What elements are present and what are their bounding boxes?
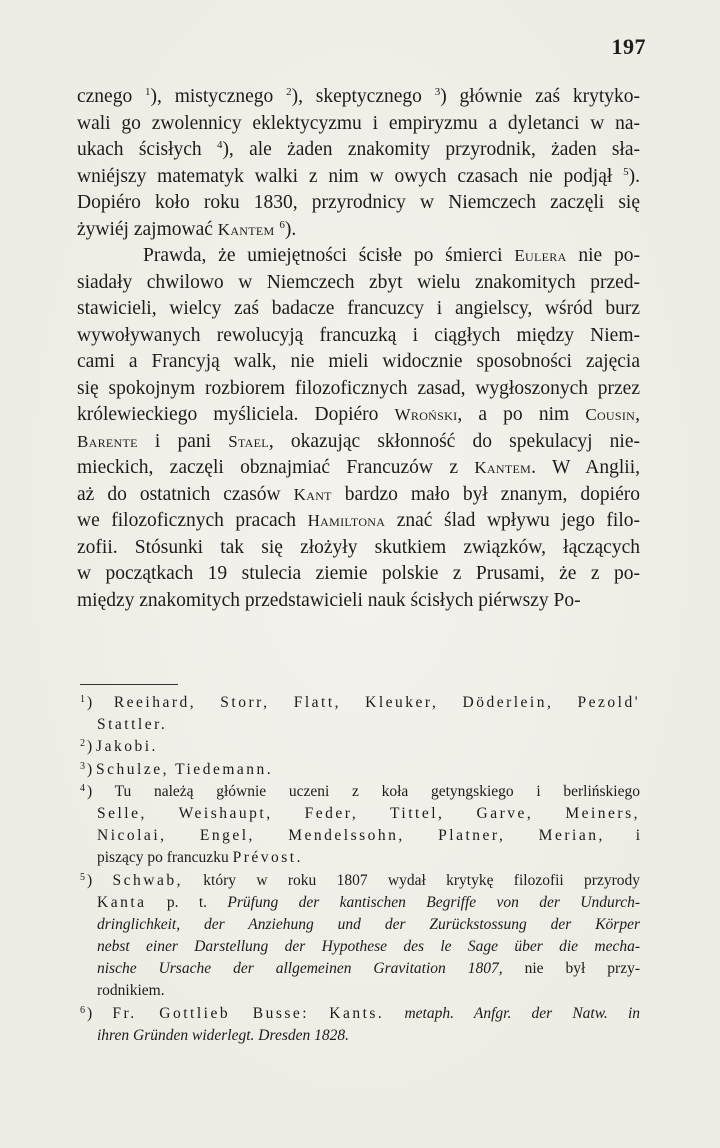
text-line <box>77 402 640 429</box>
text-run <box>384 1005 404 1022</box>
italic-title: ihren Gründen widerlegt. Dresden 1828. <box>97 1026 349 1044</box>
name-small-caps: Kantem <box>217 219 275 239</box>
text-run: Prawda, że umiejętności ścisłe po śmierci <box>143 245 515 266</box>
footnote-marker: 4 <box>80 782 85 794</box>
spaced-name: Jakobi. <box>96 738 158 756</box>
text-run: ) <box>87 760 97 778</box>
footnote-line <box>80 825 640 847</box>
text-run: , <box>635 404 640 425</box>
text-run: ) <box>87 738 97 756</box>
italic-title: nische Ursache der allgemeinen Gravitation 1807, <box>97 960 503 978</box>
footnote-line <box>80 870 640 892</box>
text-run: w początkach 19 stulecia ziemie polskie z Prusami, że z po- <box>77 563 640 584</box>
footnote-line <box>80 803 640 825</box>
text-run: i <box>604 827 641 845</box>
text-run: się spokojnym rozbiorem filozoficznych zasad, wygłoszonych przez <box>77 377 640 399</box>
text-line <box>77 349 640 376</box>
text-run: ). <box>628 165 640 187</box>
text-line <box>77 376 640 403</box>
text-line <box>77 190 640 217</box>
footnote-line <box>80 714 640 736</box>
text-run: wywoływanych rewolucyją francuzką i ciągłych między Niem- <box>77 324 640 346</box>
text-run: , okazując skłonność do spekulacyj nie- <box>268 430 640 452</box>
text-run: ). <box>284 218 297 240</box>
footnote-line <box>80 892 640 914</box>
text-line <box>77 508 640 535</box>
text-run: ), skeptycznego <box>291 86 435 107</box>
spaced-name: Fr. Gottlieb Busse: <box>112 1004 310 1022</box>
footnote-line <box>80 1003 640 1025</box>
footnote-marker: 2 <box>80 738 85 750</box>
footnote-line <box>80 736 640 758</box>
italic-title: Prüfung der kantischen Begriffe von der Undurch- <box>227 893 640 911</box>
spaced-name: Reeihard, Storr, Flatt, Kleuker, Döderlein, Pezold' <box>113 694 640 711</box>
text-line <box>77 137 640 164</box>
text-run: ) głównie zaś krytyko- <box>440 86 640 107</box>
text-run: wniéjszy matematyk walki z nim w owych czasach nie podjął <box>77 165 624 187</box>
text-run: bardzo mało był znanym, dopiéro <box>331 483 640 505</box>
text-line <box>77 588 640 615</box>
text-line <box>77 561 640 588</box>
text-run: piszący po francuzku <box>97 849 233 867</box>
text-run: wali go zwolennicy eklektycyzmu i empiryzmu a dyletanci w na- <box>77 112 640 134</box>
spaced-name: Stattler. <box>97 716 168 734</box>
text-line <box>77 84 640 111</box>
footnote-line <box>80 936 640 958</box>
footnote-marker: 5 <box>80 871 85 883</box>
text-line <box>77 455 640 482</box>
name-small-caps: Kantem <box>474 458 532 477</box>
text-line <box>77 243 640 270</box>
spaced-name: Selle, Weishaupt, Feder, Tittel, Garve, Meiners, <box>97 804 640 822</box>
footnote-line <box>80 958 640 980</box>
text-run: stawicieli, wielcy zaś badacze francuzcy i angielscy, wśród burz <box>77 298 640 319</box>
footnote-line <box>80 781 640 803</box>
name-small-caps: Stael <box>228 431 269 451</box>
footnote-marker: 1 <box>80 694 85 705</box>
footnote-ref: 6 <box>279 218 285 231</box>
text-run: i pani <box>137 430 229 452</box>
text-run: siadały chwilowo w Niemczech zbyt wielu znakomitych przed- <box>77 271 640 293</box>
name-small-caps: Wroński <box>394 405 458 424</box>
footnote-marker: 6 <box>80 1004 85 1016</box>
text-run: nie po- <box>566 245 640 266</box>
text-run <box>309 1005 329 1022</box>
spaced-name: Schulze, Tiedemann. <box>96 760 274 778</box>
text-line <box>77 217 640 244</box>
footnote-separator <box>80 684 178 685</box>
text-line <box>77 164 640 191</box>
footnote-line <box>80 914 640 936</box>
text-run: między znakomitych przedstawicieli nauk ścisłych piérwszy Po- <box>77 589 581 611</box>
footnote-line <box>80 1025 640 1047</box>
text-run: ukach ścisłych <box>77 139 217 160</box>
text-run: Dopiéro koło roku 1830, przyrodnicy w Niemczech zaczęli się <box>77 192 640 213</box>
text-run: rodnikiem. <box>97 982 165 1000</box>
text-line <box>77 270 640 297</box>
italic-title: dringlichkeit, der Anziehung und der Zurückstossung der Körper <box>97 915 640 933</box>
footnotes <box>80 692 640 1047</box>
spaced-name: Schwab, <box>112 871 183 889</box>
name-small-caps: Barente <box>77 431 138 451</box>
footnote-ref: 4 <box>216 139 223 151</box>
text-run: nie był przy- <box>502 960 640 978</box>
text-line <box>77 429 640 456</box>
text-run: ) <box>87 871 113 889</box>
text-line <box>77 323 640 350</box>
name-small-caps: Hamiltona <box>307 511 386 530</box>
text-run: . W Anglii, <box>531 457 640 478</box>
text-run: zofii. Stósunki tak się złożyły skutkiem związków, łączących <box>77 536 640 558</box>
text-run: , a po nim <box>457 404 586 425</box>
name-small-caps: Kant <box>293 484 332 504</box>
text-run: ) <box>87 1004 113 1022</box>
body-text <box>77 84 640 614</box>
name-small-caps: Cousin <box>585 405 636 424</box>
text-run: mieckich, zaczęli obznajmiać Francuzów z <box>77 457 475 478</box>
spaced-name: Nicolai, Engel, Mendelssohn, Platner, Merian, <box>97 827 605 845</box>
text-run: p. t. <box>146 893 228 911</box>
footnote-ref: 3 <box>434 86 441 98</box>
text-run: który w roku 1807 wydał krytykę filozofii przyrody <box>182 871 640 889</box>
page-number: 197 <box>611 34 646 59</box>
text-run: aż do ostatnich czasów <box>77 483 294 505</box>
name-small-caps: Eulera <box>514 246 567 265</box>
footnote-ref: 5 <box>623 165 629 178</box>
spaced-name: Prévost. <box>232 849 303 867</box>
text-run: cznego <box>77 86 146 107</box>
text-run: ) Tu należą głównie uczeni z koła getyngskiego i berlińskiego <box>87 782 640 800</box>
text-run: ), mistycznego <box>150 86 287 107</box>
footnote-line <box>80 980 640 1002</box>
text-line <box>77 296 640 323</box>
text-line <box>77 535 640 562</box>
footnote-ref: 2 <box>286 86 292 98</box>
text-run: we filozoficznych pracach <box>77 510 308 531</box>
spaced-name: Kants. <box>329 1004 385 1022</box>
text-run: żywiéj zajmować <box>77 218 218 240</box>
text-run: królewieckiego myśliciela. Dopiéro <box>77 404 395 425</box>
italic-title: metaph. Anfgr. der Natw. in <box>404 1004 640 1022</box>
text-run: znać ślad wpływu jego filo- <box>385 510 640 531</box>
text-run: ), ale żaden znakomity przyrodnik, żaden sła- <box>222 139 640 160</box>
footnote-line <box>80 847 640 869</box>
footnote-marker: 3 <box>80 760 85 772</box>
italic-title: nebst einer Darstellung der Hypothese des le Sage über die mecha- <box>97 938 640 956</box>
text-run: ) <box>87 694 114 711</box>
text-run: cami a Francyją walk, nie mieli widocznie sposobności zajęcia <box>77 351 640 372</box>
footnote-line <box>80 692 640 714</box>
text-line <box>77 482 640 509</box>
spaced-name: Kanta <box>97 893 147 911</box>
footnote-ref: 1 <box>145 86 151 98</box>
footnote-line <box>80 759 640 781</box>
text-line <box>77 111 640 138</box>
